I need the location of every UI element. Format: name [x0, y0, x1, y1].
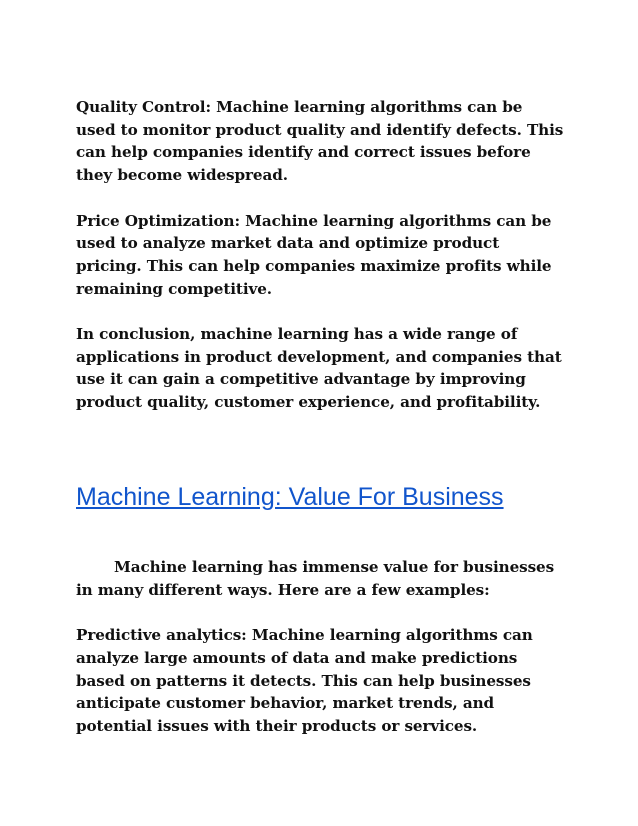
- section-value-for-business: [76, 556, 566, 738]
- paragraph-conclusion: In conclusion, machine learning has a wide range of applications in product development, and companies that use it can gain a competitive advantage by improving product quality, customer experience, and profitability.: [76, 325, 562, 412]
- paragraph-price-optimization: Price Optimization: Machine learning algorithms can be used to analyze market data and optimize product pricing. This can help companies maximize profits while remaining competitive.: [76, 211, 552, 298]
- document-content: [76, 96, 566, 735]
- paragraph-quality-control: Quality Control: Machine learning algorithms can be used to monitor product quality and identify defects. This can help companies identify and correct issues before they become widespread.: [76, 98, 564, 185]
- paragraph-predictive-analytics: Predictive analytics: Machine learning algorithms can analyze large amounts of data and make predictions based on patterns it detects. This can help businesses anticipate customer behavior, market trends, and potential issues with their products or services.: [76, 626, 533, 735]
- paragraph-intro: Machine learning has immense value for businesses in many different ways. Here are a few examples:: [76, 558, 555, 599]
- section-heading-link[interactable]: Machine Learning: Value For Business: [76, 483, 504, 511]
